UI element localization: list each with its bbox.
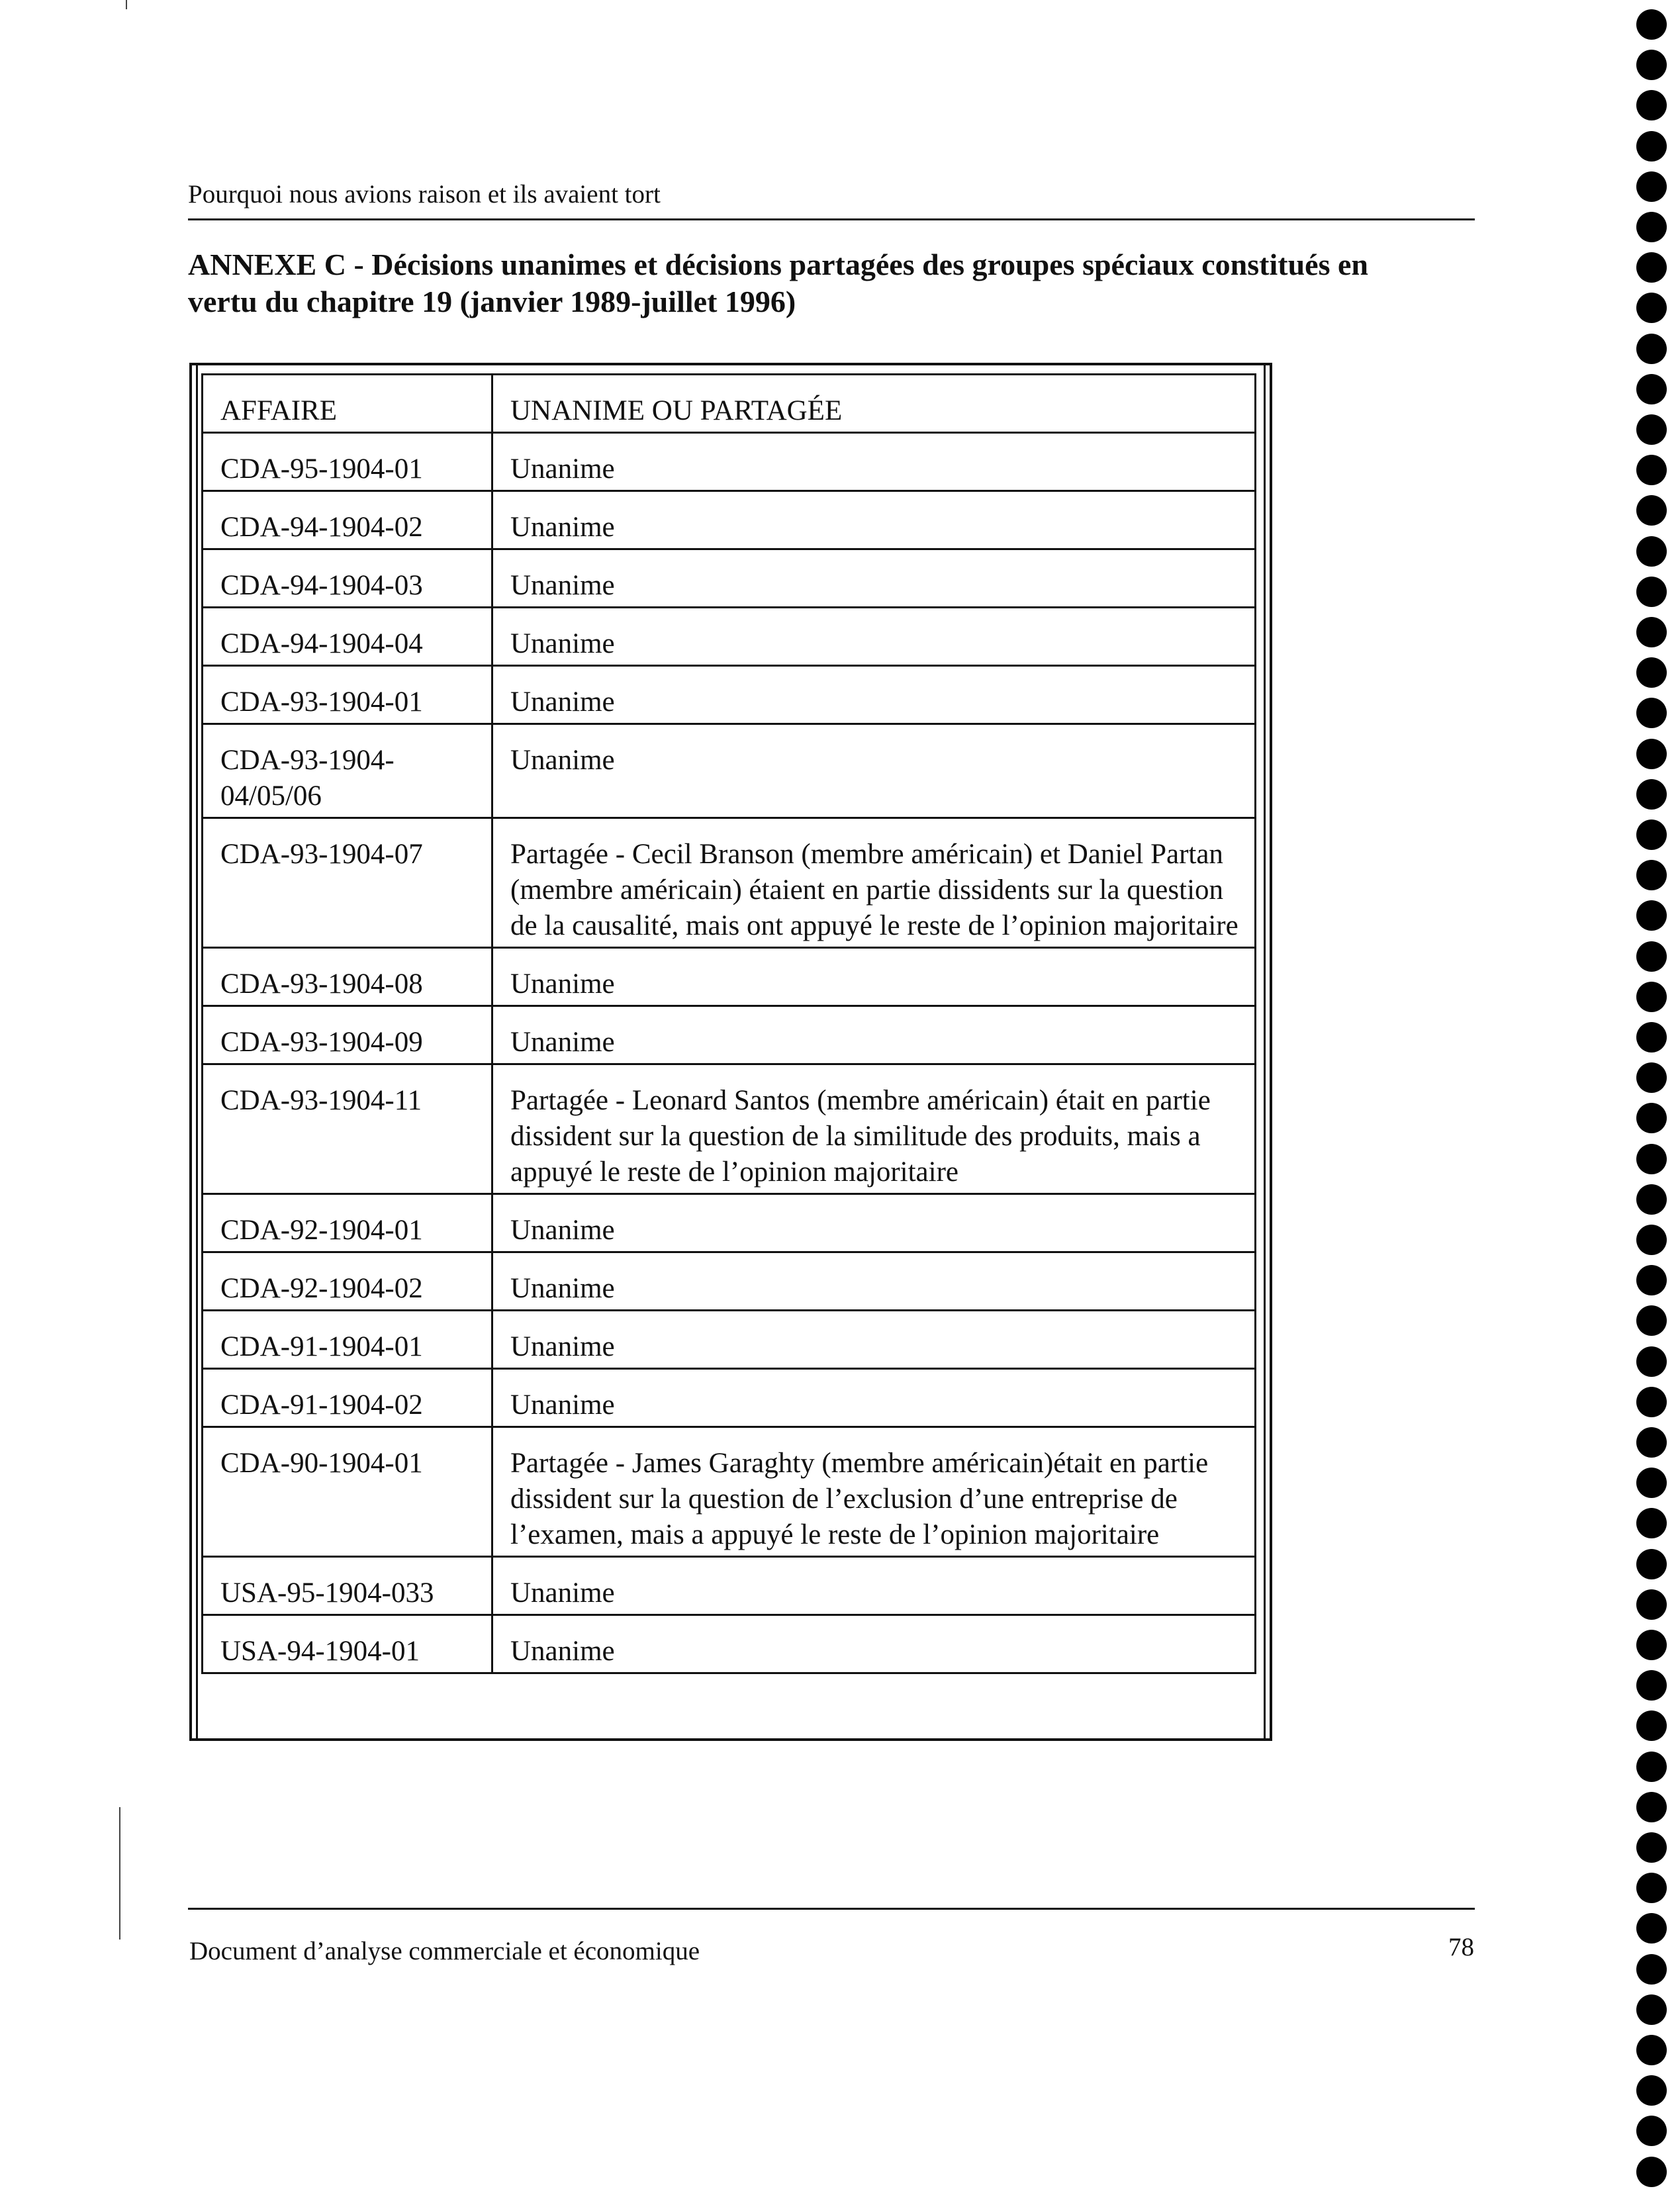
case-number-cell: CDA-92-1904-02 bbox=[203, 1252, 492, 1311]
decision-cell: Unanime bbox=[492, 1252, 1256, 1311]
binding-hole bbox=[1636, 1873, 1667, 1903]
binding-hole bbox=[1636, 212, 1667, 242]
binding-hole bbox=[1636, 1508, 1667, 1538]
case-number-cell: CDA-92-1904-01 bbox=[203, 1194, 492, 1252]
binding-hole bbox=[1636, 1427, 1667, 1458]
case-number-cell: CDA-93-1904-01 bbox=[203, 666, 492, 724]
case-number-cell: CDA-94-1904-04 bbox=[203, 608, 492, 666]
scan-mark-margin-line bbox=[119, 1807, 120, 1940]
table-row bbox=[203, 1427, 1256, 1557]
binding-hole bbox=[1636, 617, 1667, 647]
binding-hole bbox=[1636, 698, 1667, 728]
binding-hole bbox=[1636, 1144, 1667, 1174]
decision-cell: Partagée - Cecil Branson (membre américain) et Daniel Partan (membre américain) étaient en partie dissidents sur la question de la causalité, mais ont appuyé le reste de l’opinion majoritaire bbox=[492, 818, 1256, 948]
binding-hole bbox=[1636, 374, 1667, 404]
case-number-cell: CDA-94-1904-02 bbox=[203, 491, 492, 549]
binding-holes bbox=[1636, 0, 1676, 2201]
binding-hole bbox=[1636, 2116, 1667, 2146]
footer-rule bbox=[188, 1908, 1475, 1910]
table-row bbox=[203, 724, 1256, 818]
table-row bbox=[203, 491, 1256, 549]
binding-hole bbox=[1636, 941, 1667, 972]
running-header: Pourquoi nous avions raison et ils avaient tort bbox=[188, 180, 661, 209]
binding-hole bbox=[1636, 1305, 1667, 1336]
binding-hole bbox=[1636, 455, 1667, 485]
case-number-cell: USA-95-1904-033 bbox=[203, 1557, 492, 1615]
binding-hole bbox=[1636, 1913, 1667, 1943]
binding-hole bbox=[1636, 1387, 1667, 1417]
binding-hole bbox=[1636, 739, 1667, 769]
binding-hole bbox=[1636, 1225, 1667, 1255]
table-header-row bbox=[203, 375, 1256, 433]
table-row bbox=[203, 1615, 1256, 1673]
table-row bbox=[203, 608, 1256, 666]
case-number-cell: CDA-93-1904-07 bbox=[203, 818, 492, 948]
case-number-cell: USA-94-1904-01 bbox=[203, 1615, 492, 1673]
decision-cell: Partagée - Leonard Santos (membre américain) était en partie dissident sur la question de la similitude des produits, mais a appuyé le reste de l’opinion majoritaire bbox=[492, 1064, 1256, 1194]
binding-hole bbox=[1636, 1994, 1667, 2025]
decision-cell: Unanime bbox=[492, 549, 1256, 608]
table-row bbox=[203, 818, 1256, 948]
binding-hole bbox=[1636, 1752, 1667, 1782]
decision-cell: Unanime bbox=[492, 666, 1256, 724]
binding-hole bbox=[1636, 1062, 1667, 1093]
table-row bbox=[203, 1252, 1256, 1311]
page-number: 78 bbox=[1448, 1933, 1474, 1961]
decision-cell: Unanime bbox=[492, 724, 1256, 818]
case-number-cell: CDA-91-1904-02 bbox=[203, 1369, 492, 1427]
table-body bbox=[203, 433, 1256, 1673]
decision-cell: Partagée - James Garaghty (membre américain)était en partie dissident sur la question de l’exclusion d’une entreprise de l’examen, mais a appuyé le reste de l’opinion majoritaire bbox=[492, 1427, 1256, 1557]
table-row bbox=[203, 666, 1256, 724]
case-number-cell: CDA-93-1904-11 bbox=[203, 1064, 492, 1194]
column-header-case: AFFAIRE bbox=[203, 375, 492, 433]
annex-table-frame bbox=[189, 363, 1272, 1741]
binding-hole bbox=[1636, 1710, 1667, 1741]
case-number-cell: CDA-93-1904-08 bbox=[203, 948, 492, 1006]
binding-hole bbox=[1636, 1022, 1667, 1053]
footer-text: Document d’analyse commerciale et économique bbox=[189, 1937, 700, 1965]
case-number-cell: CDA-91-1904-01 bbox=[203, 1311, 492, 1369]
scan-mark-top bbox=[126, 0, 127, 9]
binding-hole bbox=[1636, 657, 1667, 688]
binding-hole bbox=[1636, 90, 1667, 120]
binding-hole bbox=[1636, 1103, 1667, 1133]
decision-cell: Unanime bbox=[492, 1311, 1256, 1369]
decision-cell: Unanime bbox=[492, 491, 1256, 549]
column-header-decision: UNANIME OU PARTAGÉE bbox=[492, 375, 1256, 433]
binding-hole bbox=[1636, 1346, 1667, 1377]
binding-hole bbox=[1636, 414, 1667, 445]
binding-hole bbox=[1636, 2075, 1667, 2106]
decision-cell: Unanime bbox=[492, 608, 1256, 666]
case-number-cell: CDA-95-1904-01 bbox=[203, 433, 492, 491]
decision-cell: Unanime bbox=[492, 948, 1256, 1006]
binding-hole bbox=[1636, 1265, 1667, 1295]
binding-hole bbox=[1636, 131, 1667, 162]
binding-hole bbox=[1636, 1184, 1667, 1215]
binding-hole bbox=[1636, 171, 1667, 202]
binding-hole bbox=[1636, 860, 1667, 890]
binding-hole bbox=[1636, 1549, 1667, 1579]
table-row bbox=[203, 1006, 1256, 1064]
binding-hole bbox=[1636, 495, 1667, 526]
decision-cell: Unanime bbox=[492, 1194, 1256, 1252]
binding-hole bbox=[1636, 2035, 1667, 2065]
decision-cell: Unanime bbox=[492, 433, 1256, 491]
frame-inner-line-left bbox=[196, 365, 198, 1738]
binding-hole bbox=[1636, 9, 1667, 40]
table-row bbox=[203, 1194, 1256, 1252]
binding-hole bbox=[1636, 1954, 1667, 1985]
binding-hole bbox=[1636, 1630, 1667, 1660]
table-row bbox=[203, 948, 1256, 1006]
binding-hole bbox=[1636, 536, 1667, 567]
table-row bbox=[203, 433, 1256, 491]
binding-hole bbox=[1636, 252, 1667, 283]
case-number-cell: CDA-93-1904-09 bbox=[203, 1006, 492, 1064]
case-number-cell: CDA-93-1904-04/05/06 bbox=[203, 724, 492, 818]
table-row bbox=[203, 1064, 1256, 1194]
binding-hole bbox=[1636, 577, 1667, 607]
decision-cell: Unanime bbox=[492, 1557, 1256, 1615]
binding-hole bbox=[1636, 293, 1667, 323]
annex-title: ANNEXE C - Décisions unanimes et décisions partagées des groupes spéciaux constitués en vertu du chapitre 19 (janvier 1989-juillet 1996) bbox=[188, 248, 1368, 318]
table-row bbox=[203, 1557, 1256, 1615]
binding-hole bbox=[1636, 2157, 1667, 2187]
binding-hole bbox=[1636, 50, 1667, 80]
table-row bbox=[203, 1311, 1256, 1369]
header-rule bbox=[188, 218, 1475, 220]
frame-inner-line-right bbox=[1264, 365, 1266, 1738]
table-row bbox=[203, 549, 1256, 608]
binding-hole bbox=[1636, 982, 1667, 1012]
binding-hole bbox=[1636, 900, 1667, 931]
annex-table bbox=[201, 373, 1256, 1674]
table-row bbox=[203, 1369, 1256, 1427]
binding-hole bbox=[1636, 779, 1667, 810]
binding-hole bbox=[1636, 1832, 1667, 1863]
binding-hole bbox=[1636, 1589, 1667, 1620]
binding-hole bbox=[1636, 1468, 1667, 1498]
decision-cell: Unanime bbox=[492, 1006, 1256, 1064]
binding-hole bbox=[1636, 820, 1667, 850]
binding-hole bbox=[1636, 1792, 1667, 1822]
binding-hole bbox=[1636, 1670, 1667, 1701]
decision-cell: Unanime bbox=[492, 1369, 1256, 1427]
binding-hole bbox=[1636, 334, 1667, 364]
case-number-cell: CDA-94-1904-03 bbox=[203, 549, 492, 608]
case-number-cell: CDA-90-1904-01 bbox=[203, 1427, 492, 1557]
decision-cell: Unanime bbox=[492, 1615, 1256, 1673]
